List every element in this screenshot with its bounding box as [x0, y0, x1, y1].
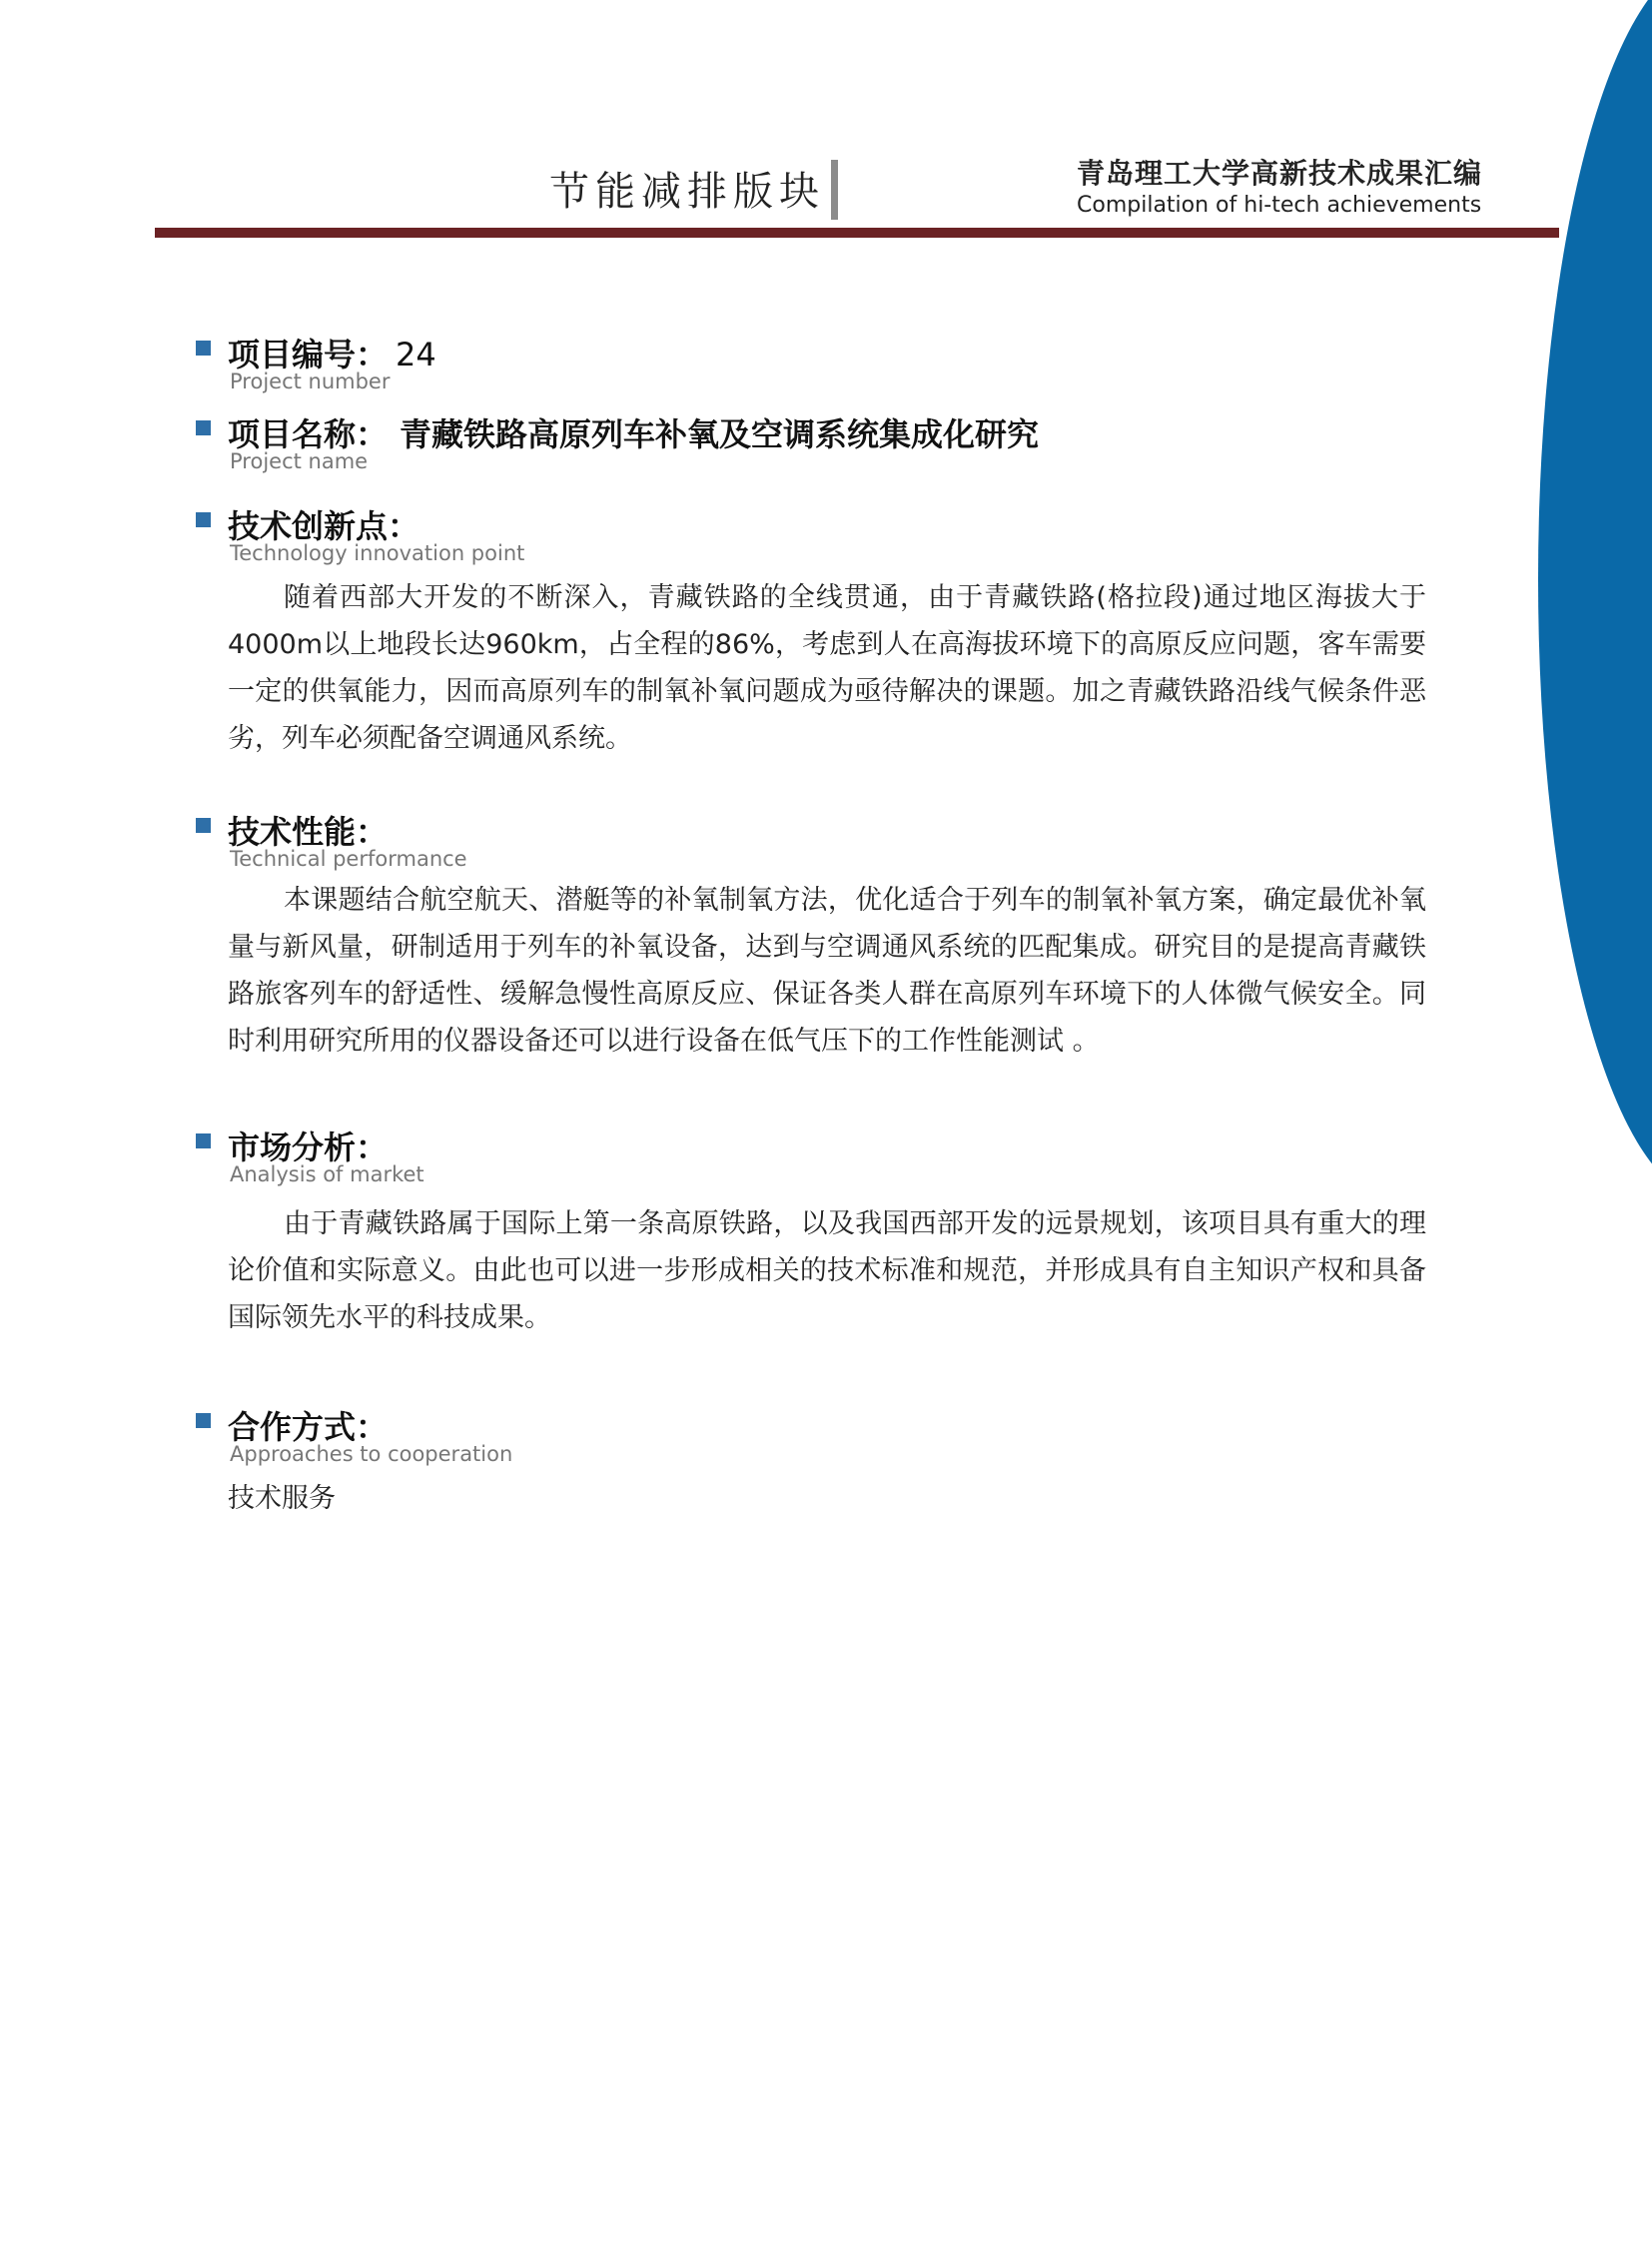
cooperation-text: 技术服务	[228, 1483, 336, 1514]
publication-title-cn: 青岛理工大学高新技术成果汇编	[1077, 157, 1483, 190]
project-number-value: 24	[396, 336, 436, 374]
bullet-square-icon	[196, 1413, 211, 1428]
bullet-square-icon	[196, 341, 211, 356]
bullet-square-icon	[196, 818, 211, 833]
innovation-heading: 技术创新点：	[228, 507, 420, 545]
cooperation-heading: 合作方式：	[228, 1408, 389, 1446]
cooperation-label-en: Approaches to cooperation	[230, 1442, 513, 1466]
project-number-label-en: Project number	[230, 370, 391, 393]
bullet-square-icon	[196, 420, 211, 435]
bullet-square-icon	[196, 512, 211, 527]
market-paragraph: 由于青藏铁路属于国际上第一条高原铁路，以及我国西部开发的远景规划，该项目具有重大的理论价值和实际意义。由此也可以进一步形成相关的技术标准和规范，并形成具有自主知识产权和具备国际领先水平的科技成果。	[228, 1208, 1426, 1333]
innovation-label-en: Technology innovation point	[230, 541, 525, 565]
section-title: 节能减排版块	[549, 169, 825, 215]
project-name-value: 青藏铁路高原列车补氧及空调系统集成化研究	[400, 415, 1040, 453]
project-name-label: 项目名称：	[228, 415, 389, 453]
bullet-square-icon	[196, 1133, 211, 1148]
performance-heading: 技术性能：	[228, 813, 389, 851]
performance-label-en: Technical performance	[230, 847, 467, 871]
innovation-paragraph: 随着西部大开发的不断深入，青藏铁路的全线贯通，由于青藏铁路(格拉段)通过地区海拔大于4000m以上地段长达960km，占全程的86%，考虑到人在高海拔环境下的高原反应问题，客车需要一定的供氧能力，因而高原列车的制氧补氧问题成为亟待解决的课题。加之青藏铁路沿线气候条件恶劣，列车必须配备空调通风系统。	[228, 582, 1426, 754]
header-divider-bar	[831, 160, 838, 220]
decorative-blue-arc	[1538, 0, 1652, 1198]
project-number-label: 项目编号：	[228, 336, 389, 374]
header-rule	[155, 228, 1559, 238]
market-heading: 市场分析：	[228, 1128, 389, 1166]
performance-paragraph: 本课题结合航空航天、潜艇等的补氧制氧方法，优化适合于列车的制氧补氧方案，确定最优补氧量与新风量，研制适用于列车的补氧设备，达到与空调通风系统的匹配集成。研究目的是提高青藏铁路旅客列车的舒适性、缓解急慢性高原反应、保证各类人群在高原列车环境下的人体微气候安全。同时利用研究所用的仪器设备还可以进行设备在低气压下的工作性能测试 。	[228, 885, 1426, 1057]
project-name-label-en: Project name	[230, 449, 369, 473]
publication-title-en: Compilation of hi-tech achievements	[1077, 193, 1482, 218]
market-label-en: Analysis of market	[230, 1162, 424, 1186]
